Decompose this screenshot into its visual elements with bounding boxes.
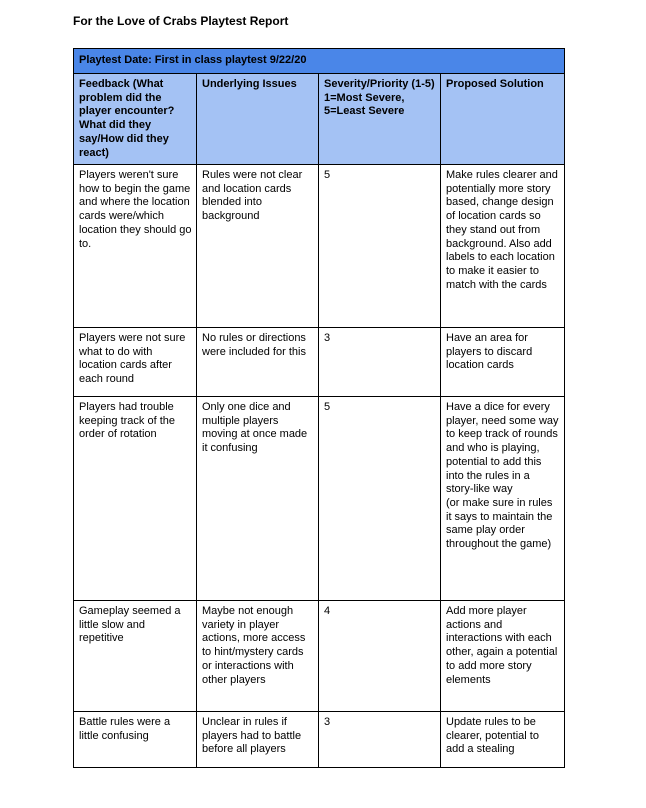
header-severity-priority: Severity/Priority (1-5) 1=Most Severe, 5=Least Severe bbox=[319, 74, 441, 165]
playtest-report-table bbox=[73, 48, 565, 768]
feedback-cell: Gameplay seemed a little slow and repetitive bbox=[74, 601, 197, 712]
table-row bbox=[74, 397, 565, 601]
table-row bbox=[74, 712, 565, 768]
feedback-cell: Players weren't sure how to begin the game and where the location cards were/which location they should go to. bbox=[74, 165, 197, 328]
solution-cell: Have an area for players to discard location cards bbox=[441, 328, 565, 397]
severity-cell: 3 bbox=[319, 712, 441, 768]
solution-cell: Update rules to be clearer, potential to add a stealing bbox=[441, 712, 565, 768]
feedback-cell: Players had trouble keeping track of the order of rotation bbox=[74, 397, 197, 601]
issues-cell: Only one dice and multiple players moving at once made it confusing bbox=[197, 397, 319, 601]
table-header-row bbox=[74, 74, 565, 165]
issues-cell: No rules or directions were included for this bbox=[197, 328, 319, 397]
header-underlying-issues: Underlying Issues bbox=[197, 74, 319, 165]
severity-cell: 4 bbox=[319, 601, 441, 712]
severity-cell: 5 bbox=[319, 165, 441, 328]
issues-cell: Unclear in rules if players had to battle before all players bbox=[197, 712, 319, 768]
table-row bbox=[74, 601, 565, 712]
feedback-cell: Battle rules were a little confusing bbox=[74, 712, 197, 768]
solution-cell: Make rules clearer and potentially more story based, change design of location cards so they stand out from background. Also add labels to each location to make it easier to match with the cards bbox=[441, 165, 565, 328]
solution-cell: Have a dice for every player, need some way to keep track of rounds and who is playing, potential to add this into the rules in a story-like way (or make sure in rules it says to maintain the same play order throughout the game) bbox=[441, 397, 565, 601]
document-title: For the Love of Crabs Playtest Report bbox=[73, 14, 289, 28]
playtest-date-row bbox=[74, 49, 565, 74]
solution-cell: Add more player actions and interactions with each other, again a potential to add more story elements bbox=[441, 601, 565, 712]
issues-cell: Maybe not enough variety in player actions, more access to hint/mystery cards or interactions with other players bbox=[197, 601, 319, 712]
header-feedback: Feedback (What problem did the player encounter? What did they say/How did they react) bbox=[74, 74, 197, 165]
table-row bbox=[74, 165, 565, 328]
issues-cell: Rules were not clear and location cards blended into background bbox=[197, 165, 319, 328]
feedback-cell: Players were not sure what to do with location cards after each round bbox=[74, 328, 197, 397]
playtest-date: Playtest Date: First in class playtest 9/22/20 bbox=[74, 49, 565, 74]
table-row bbox=[74, 328, 565, 397]
severity-cell: 5 bbox=[319, 397, 441, 601]
severity-cell: 3 bbox=[319, 328, 441, 397]
header-proposed-solution: Proposed Solution bbox=[441, 74, 565, 165]
